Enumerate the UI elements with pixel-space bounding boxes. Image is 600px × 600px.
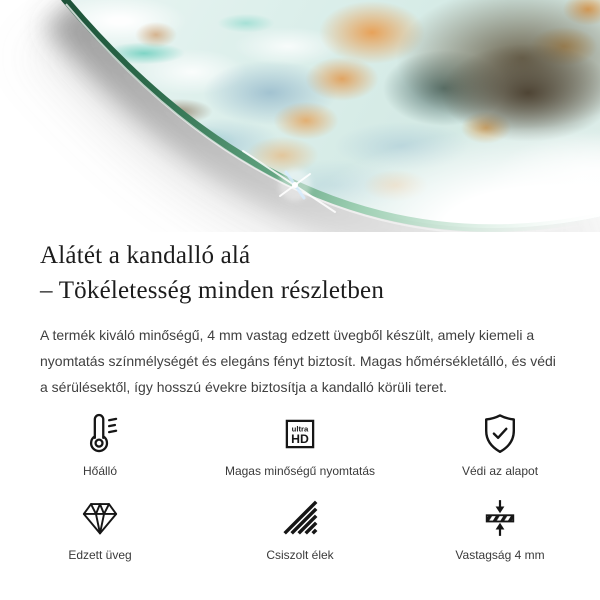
feature-polished-edges xyxy=(200,496,400,562)
feature-label: Hőálló xyxy=(82,464,118,478)
feature-print-quality xyxy=(200,412,400,478)
feature-thickness xyxy=(400,496,600,562)
thermometer-icon xyxy=(77,412,123,456)
page-title xyxy=(40,238,560,308)
page-title-line-1: Alátét a kandalló alá xyxy=(40,242,251,269)
product-info-section xyxy=(0,238,600,562)
ultra-hd-icon-text-hd: HD xyxy=(291,432,309,447)
polished-edges-icon xyxy=(279,496,321,540)
feature-label: Védi az alapot xyxy=(461,464,539,478)
feature-grid xyxy=(0,412,600,562)
feature-base-protection xyxy=(400,412,600,478)
thickness-icon xyxy=(478,496,522,540)
light-sparkle-icon xyxy=(243,151,335,212)
ultra-hd-icon-text-ultra: ultra xyxy=(291,424,309,434)
product-description: A termék kiváló minőségű, 4 mm vastag edzett üvegből készült, amely kiemeli a nyomtatás színmélységét és elegáns fényt biztosít. Magas hőmérsékletálló, és védi a sérülésektől, így hosszú évekre biztosítja a kandalló körüli teret. xyxy=(40,327,556,395)
feature-tempered-glass xyxy=(0,496,200,562)
feature-label: Csiszolt élek xyxy=(266,548,334,562)
feature-label: Magas minőségű nyomtatás xyxy=(224,464,376,478)
feature-label: Vastagság 4 mm xyxy=(455,548,545,562)
feature-heat-resistant xyxy=(0,412,200,478)
feature-label: Edzett üveg xyxy=(68,548,132,562)
glass-edge xyxy=(0,0,600,232)
page-title-line-2: – Tökéletesség minden részletben xyxy=(40,277,385,304)
shield-check-icon xyxy=(477,412,523,456)
diamond-icon xyxy=(78,496,122,540)
product-photo xyxy=(0,0,600,232)
ultra-hd-icon xyxy=(279,412,321,456)
